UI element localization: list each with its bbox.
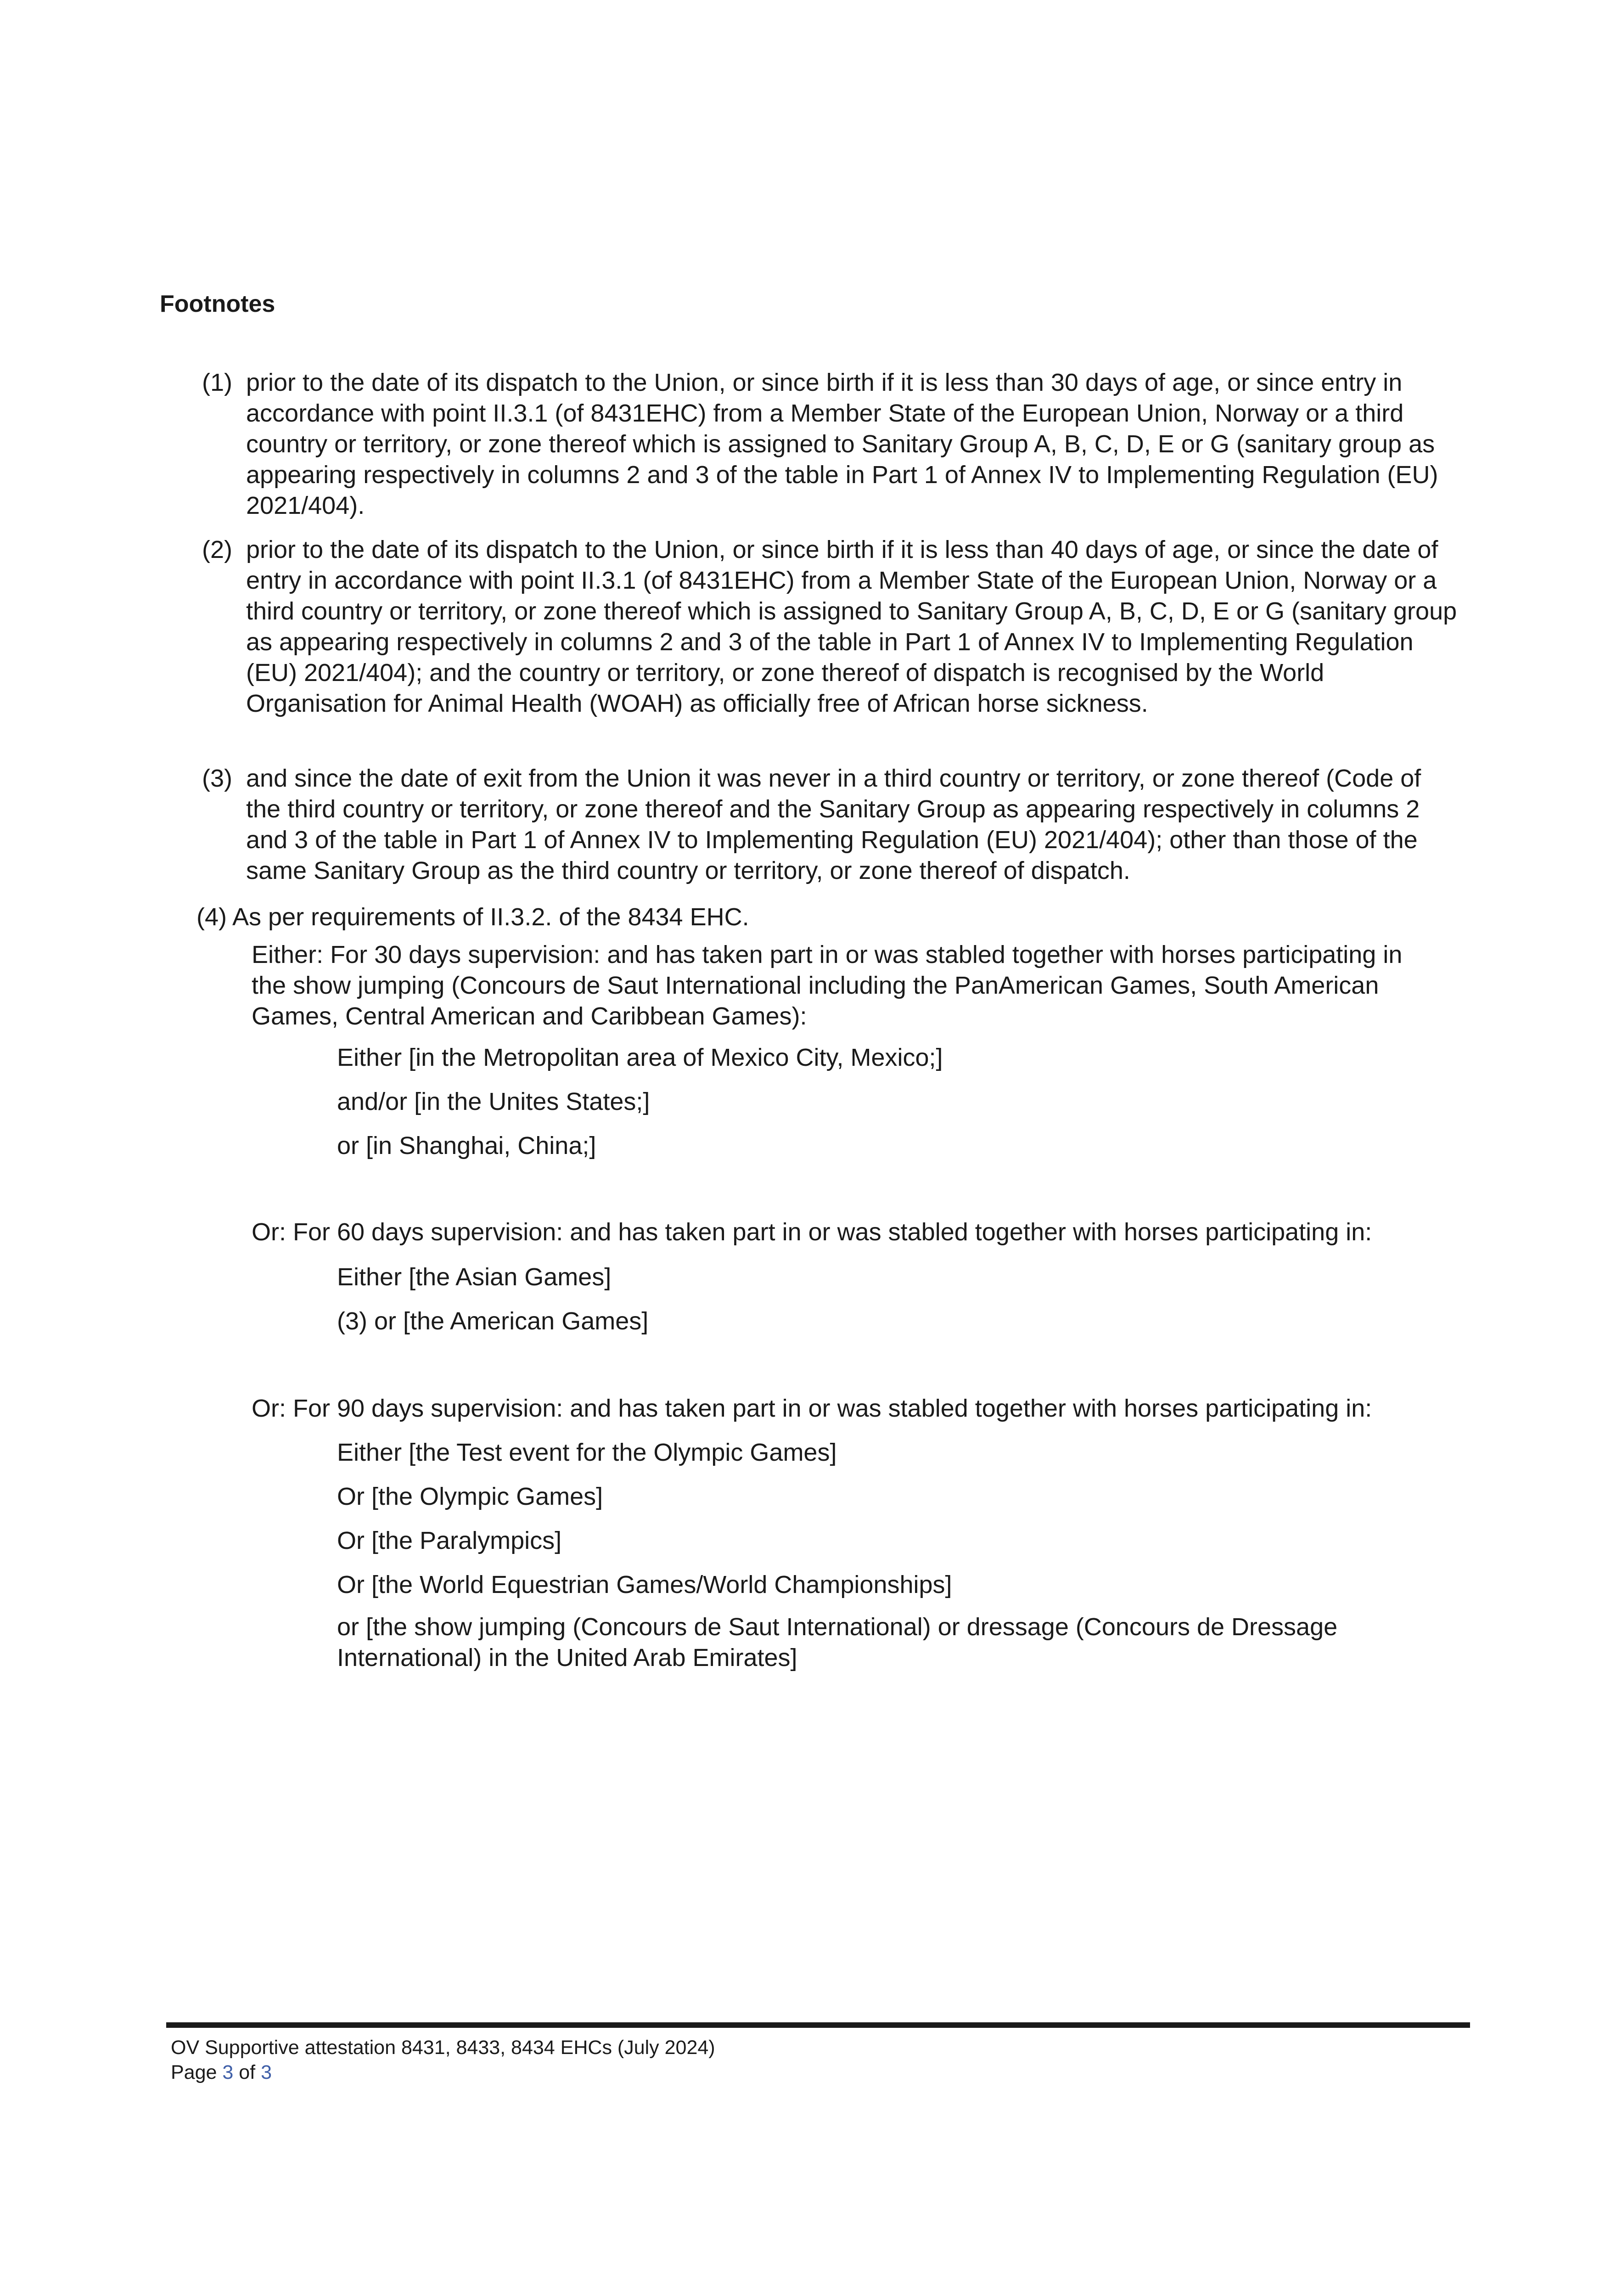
supervision-30-days-intro: Either: For 30 days supervision: and has taken part in or was stabled together with horses participating in the show jumping (Concours de Saut International including the PanAmerican Games, South American Games, Central American and Caribbean Games): — [252, 941, 1403, 1030]
page-label: Page — [171, 2061, 217, 2083]
supervision-60-option: Either [the Asian Games] — [337, 1263, 612, 1291]
footnote-2 — [202, 535, 1460, 719]
footnote-text: prior to the date of its dispatch to the Union, or since birth if it is less than 30 days of age, or since entry in accordance with point II.3.1 (of 8431EHC) from a Member State of the European Union, Norway or a third country or territory, or zone thereof which is assigned to Sanitary Group A, B, C, D, E or G (sanitary group as appearing respectively in columns 2 and 3 of the table in Part 1 of Annex IV to Implementing Regulation (EU) 2021/404). — [246, 369, 1438, 519]
page-total: 3 — [261, 2061, 272, 2083]
supervision-60-option: (3) or [the American Games] — [337, 1307, 649, 1335]
footer-document-title: OV Supportive attestation 8431, 8433, 8434 EHCs (July 2024) — [171, 2037, 715, 2059]
supervision-90-option: Or [the Paralympics] — [337, 1527, 562, 1554]
supervision-30-option: and/or [in the Unites States;] — [337, 1088, 650, 1115]
footnote-text: and since the date of exit from the Union it was never in a third country or territory, or zone thereof (Code of the third country or territory, or zone thereof and the Sanitary Group as appearing respectively in columns 2 and 3 of the table in Part 1 of Annex IV to Implementing Regulation (EU) 2021/404); other than those of the same Sanitary Group as the third country or territory, or zone thereof of dispatch. — [246, 765, 1421, 884]
footnote-number: (2) — [202, 536, 232, 563]
footnote-3 — [202, 763, 1460, 886]
footnote-4-heading: (4) As per requirements of II.3.2. of the 8434 EHC. — [196, 903, 749, 931]
footnote-text: prior to the date of its dispatch to the Union, or since birth if it is less than 40 days of age, or since the date of entry in accordance with point II.3.1 (of 8431EHC) from a Member State of the European Union, Norway or a third country or territory, or zone thereof which is assigned to Sanitary Group A, B, C, D, E or G (sanitary group as appearing respectively in columns 2 and 3 of the table in Part 1 of Annex IV to Implementing Regulation (EU) 2021/404); and the country or territory, or zone thereof of dispatch is recognised by the World Organisation for Animal Health (WOAH) as officially free of African horse sickness. — [246, 536, 1457, 717]
supervision-90-option: Either [the Test event for the Olympic Games] — [337, 1439, 837, 1466]
footer-page-number — [171, 2060, 272, 2085]
supervision-90-option: Or [the Olympic Games] — [337, 1483, 603, 1510]
footer-divider — [166, 2022, 1470, 2028]
page-current: 3 — [222, 2061, 234, 2083]
supervision-90-option: or [the show jumping (Concours de Saut International) or dressage (Concours de Dressage International) in the United Arab Emirates] — [337, 1613, 1338, 1671]
footnotes-heading: Footnotes — [160, 291, 275, 317]
footnote-number: (1) — [202, 369, 232, 396]
page-of-label: of — [239, 2061, 256, 2083]
supervision-30-option: Either [in the Metropolitan area of Mexico City, Mexico;] — [337, 1044, 943, 1071]
supervision-30-option: or [in Shanghai, China;] — [337, 1132, 596, 1159]
supervision-60-days-intro: Or: For 60 days supervision: and has taken part in or was stabled together with horses participating in: — [252, 1218, 1372, 1246]
footnote-number: (3) — [202, 765, 232, 792]
footnote-1 — [202, 367, 1460, 521]
supervision-90-days-intro: Or: For 90 days supervision: and has taken part in or was stabled together with horses participating in: — [252, 1395, 1372, 1422]
supervision-90-option: Or [the World Equestrian Games/World Championships] — [337, 1571, 952, 1598]
